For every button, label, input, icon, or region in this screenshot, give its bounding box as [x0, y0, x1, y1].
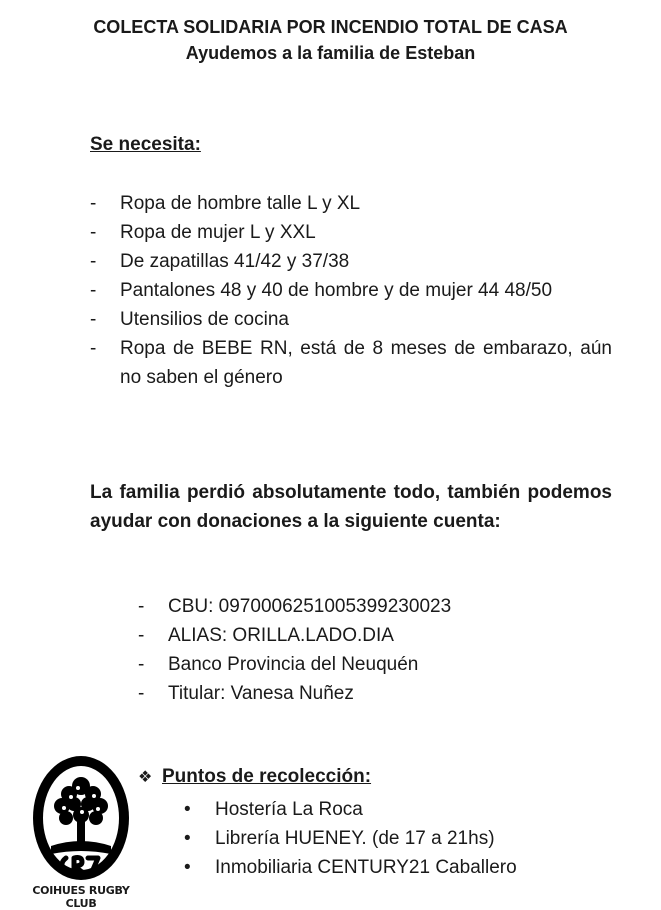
list-item: - Ropa de hombre talle L y XL [120, 189, 612, 218]
dash-marker: - [138, 683, 145, 704]
list-item: • Inmobiliaria CENTURY21 Caballero [215, 853, 645, 882]
list-item: - Titular: Vanesa Nuñez [168, 679, 608, 708]
list-item: - Utensilios de cocina [120, 305, 612, 334]
page-title: COLECTA SOLIDARIA POR INCENDIO TOTAL DE CASA [93, 17, 568, 37]
bullet-marker: • [184, 799, 191, 820]
list-item: - Ropa de BEBE RN, está de 8 meses de embarazo, aún no saben el género [120, 334, 612, 392]
dash-marker: - [90, 309, 97, 330]
dash-marker: - [90, 251, 97, 272]
donation-text: La familia perdió absolutamente todo, también podemos ayudar con donaciones a la siguiente cuenta: [90, 482, 612, 532]
dash-marker: - [138, 654, 145, 675]
needs-list [90, 189, 612, 392]
dash-marker: - [90, 193, 97, 214]
list-item: - De zapatillas 41/42 y 37/38 [120, 247, 612, 276]
list-item: - Pantalones 48 y 40 de hombre y de mujer 44 48/50 [120, 276, 612, 305]
list-item: - Banco Provincia del Neuquén [168, 650, 608, 679]
bullet-marker: • [184, 857, 191, 878]
club-logo [16, 752, 146, 910]
bullet-marker: • [184, 828, 191, 849]
diamond-bullet-icon: ❖ [138, 769, 153, 786]
coihues-rugby-club-logo-icon [16, 752, 146, 884]
header [0, 14, 661, 66]
list-item: - CBU: 0970006251005399230023 [168, 592, 608, 621]
list-item: - Ropa de mujer L y XXL [120, 218, 612, 247]
page-subtitle: Ayudemos a la familia de Esteban [185, 43, 476, 63]
list-item: • Hostería La Roca [215, 795, 645, 824]
list-item: • Librería HUENEY. (de 17 a 21hs) [215, 824, 645, 853]
collection-points-title: ❖ Puntos de recolección: [138, 766, 372, 787]
dash-marker: - [90, 222, 97, 243]
dash-marker: - [90, 280, 97, 301]
dash-marker: - [90, 338, 97, 359]
collection-points-list [184, 795, 645, 882]
dash-marker: - [138, 625, 145, 646]
list-item: - ALIAS: ORILLA.LADO.DIA [168, 621, 608, 650]
needs-title: Se necesita: [90, 134, 201, 155]
dash-marker: - [138, 596, 145, 617]
club-logo-caption: COIHUES RUGBY CLUB [32, 884, 130, 910]
bank-details-list [138, 592, 608, 708]
